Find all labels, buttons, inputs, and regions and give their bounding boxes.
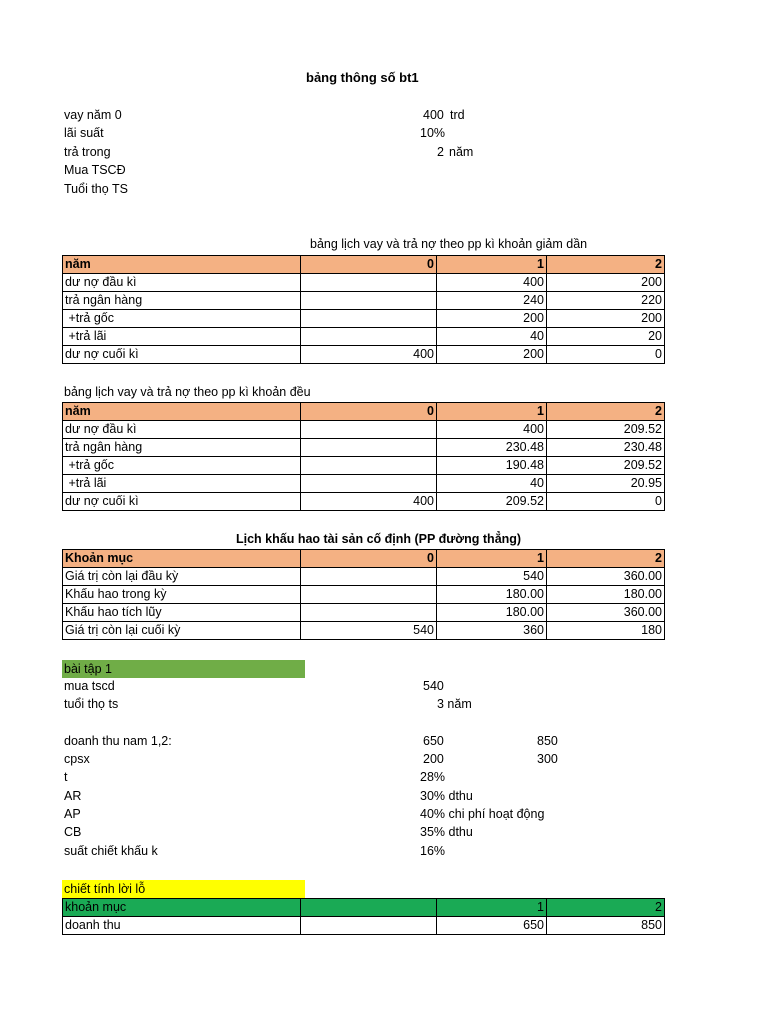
cell: 190.48 bbox=[437, 457, 547, 475]
item-label: mua tscd bbox=[64, 679, 115, 693]
table-row bbox=[63, 346, 665, 364]
item-value: 30% dthu bbox=[420, 789, 473, 803]
cell: 400 bbox=[437, 421, 547, 439]
cell: 40 bbox=[437, 328, 547, 346]
loan-table-decreasing bbox=[62, 255, 665, 364]
cell: 40 bbox=[437, 475, 547, 493]
cell: 230.48 bbox=[547, 439, 665, 457]
cell: 200 bbox=[437, 310, 547, 328]
item-value: 16% bbox=[420, 844, 446, 858]
cell: 200 bbox=[547, 310, 665, 328]
row-label: Giá trị còn lại cuối kỳ bbox=[63, 622, 301, 640]
table-row bbox=[63, 493, 665, 511]
item-value: 28% bbox=[420, 770, 446, 784]
cell: 540 bbox=[301, 622, 437, 640]
param-unit: trd bbox=[450, 108, 465, 122]
cell: 400 bbox=[301, 493, 437, 511]
cell bbox=[301, 328, 437, 346]
table3-caption: Lịch khấu hao tài sản cố định (PP đường thẳng) bbox=[236, 532, 522, 546]
table-row bbox=[63, 475, 665, 493]
cell: 180.00 bbox=[437, 586, 547, 604]
header-cell: 1 bbox=[437, 403, 547, 421]
row-label: doanh thu bbox=[63, 917, 301, 935]
cell bbox=[301, 292, 437, 310]
header-cell: 0 bbox=[301, 403, 437, 421]
row-label: +trả lãi bbox=[63, 475, 301, 493]
cell bbox=[301, 274, 437, 292]
table-row bbox=[63, 568, 665, 586]
row-label: trả ngân hàng bbox=[63, 292, 301, 310]
table2-caption: bảng lịch vay và trả nợ theo pp kì khoản đều bbox=[64, 385, 311, 399]
item-label: AP bbox=[64, 807, 81, 821]
depreciation-table bbox=[62, 549, 665, 640]
cell: 360.00 bbox=[547, 604, 665, 622]
row-label: +trả gốc bbox=[63, 310, 301, 328]
item-value: 200 bbox=[423, 752, 444, 766]
table-row bbox=[63, 421, 665, 439]
cell: 20.95 bbox=[547, 475, 665, 493]
cell: 360 bbox=[437, 622, 547, 640]
cell bbox=[301, 604, 437, 622]
param-label: Tuổi thọ TS bbox=[64, 182, 128, 196]
table-row bbox=[63, 292, 665, 310]
cell: 200 bbox=[547, 274, 665, 292]
cell: 0 bbox=[547, 346, 665, 364]
row-label: dư nợ cuối kì bbox=[63, 346, 301, 364]
header-cell: năm bbox=[63, 256, 301, 274]
param-value: 400 bbox=[423, 108, 444, 122]
item-value: 40% chi phí hoạt động bbox=[420, 807, 545, 821]
cell bbox=[301, 917, 437, 935]
loan-table-equal bbox=[62, 402, 665, 511]
item-value-2: 850 bbox=[537, 734, 558, 748]
cell bbox=[301, 475, 437, 493]
table-row bbox=[63, 457, 665, 475]
item-label: tuổi thọ ts bbox=[64, 697, 119, 711]
header-cell: 1 bbox=[437, 550, 547, 568]
header-cell: năm bbox=[63, 403, 301, 421]
param-unit: năm bbox=[449, 145, 474, 159]
cell: 540 bbox=[437, 568, 547, 586]
table-row bbox=[63, 439, 665, 457]
cell bbox=[301, 421, 437, 439]
cell bbox=[301, 568, 437, 586]
item-value: 540 bbox=[423, 679, 444, 693]
header-cell bbox=[301, 899, 437, 917]
cell: 0 bbox=[547, 493, 665, 511]
header-cell: 1 bbox=[437, 899, 547, 917]
param-value: 10% bbox=[420, 126, 446, 140]
cell: 180.00 bbox=[437, 604, 547, 622]
table1-caption: bảng lịch vay và trả nợ theo pp kì khoản giảm dần bbox=[310, 237, 588, 251]
cell bbox=[301, 586, 437, 604]
cell bbox=[301, 439, 437, 457]
profit-loss-table bbox=[62, 898, 665, 935]
table-header-row bbox=[63, 403, 665, 421]
cell: 240 bbox=[437, 292, 547, 310]
cell: 200 bbox=[437, 346, 547, 364]
table-header-row bbox=[63, 256, 665, 274]
header-cell: 2 bbox=[547, 899, 665, 917]
table-row bbox=[63, 622, 665, 640]
cell: 209.52 bbox=[547, 421, 665, 439]
cell: 209.52 bbox=[547, 457, 665, 475]
header-cell: 1 bbox=[437, 256, 547, 274]
param-value: 2 bbox=[437, 145, 444, 159]
table-row bbox=[63, 310, 665, 328]
exercise-heading: bài tập 1 bbox=[62, 660, 305, 678]
row-label: dư nợ đầu kì bbox=[63, 421, 301, 439]
header-cell: 2 bbox=[547, 256, 665, 274]
item-label: AR bbox=[64, 789, 82, 803]
item-label: doanh thu nam 1,2: bbox=[64, 734, 172, 748]
header-cell: 2 bbox=[547, 550, 665, 568]
table-row bbox=[63, 586, 665, 604]
item-label: CB bbox=[64, 825, 82, 839]
row-label: +trả gốc bbox=[63, 457, 301, 475]
table-row bbox=[63, 917, 665, 935]
param-label: vay năm 0 bbox=[64, 108, 122, 122]
table-header-row bbox=[63, 899, 665, 917]
item-value: 3 năm bbox=[437, 697, 472, 711]
param-label: Mua TSCĐ bbox=[64, 163, 126, 177]
cell: 400 bbox=[301, 346, 437, 364]
item-value: 35% dthu bbox=[420, 825, 473, 839]
cell: 180.00 bbox=[547, 586, 665, 604]
row-label: Khấu hao tích lũy bbox=[63, 604, 301, 622]
cell bbox=[301, 310, 437, 328]
cell: 650 bbox=[437, 917, 547, 935]
cell bbox=[301, 457, 437, 475]
header-cell: Khoản mục bbox=[63, 550, 301, 568]
param-label: lãi suất bbox=[64, 126, 104, 140]
page-title: bảng thông số bt1 bbox=[306, 70, 419, 85]
table-row bbox=[63, 274, 665, 292]
item-value-2: 300 bbox=[537, 752, 558, 766]
table-header-row bbox=[63, 550, 665, 568]
cell: 360.00 bbox=[547, 568, 665, 586]
header-cell: 0 bbox=[301, 256, 437, 274]
cell: 180 bbox=[547, 622, 665, 640]
header-cell: 2 bbox=[547, 403, 665, 421]
header-cell: khoản mục bbox=[63, 899, 301, 917]
cell: 20 bbox=[547, 328, 665, 346]
cell: 209.52 bbox=[437, 493, 547, 511]
param-label: trả trong bbox=[64, 145, 111, 159]
row-label: Khấu hao trong kỳ bbox=[63, 586, 301, 604]
table-row bbox=[63, 604, 665, 622]
row-label: dư nợ đầu kì bbox=[63, 274, 301, 292]
row-label: dư nợ cuối kì bbox=[63, 493, 301, 511]
item-label: suất chiết khấu k bbox=[64, 844, 158, 858]
cell: 230.48 bbox=[437, 439, 547, 457]
item-label: cpsx bbox=[64, 752, 90, 766]
cell: 220 bbox=[547, 292, 665, 310]
row-label: +trả lãi bbox=[63, 328, 301, 346]
row-label: Giá trị còn lại đầu kỳ bbox=[63, 568, 301, 586]
item-value: 650 bbox=[423, 734, 444, 748]
cell: 850 bbox=[547, 917, 665, 935]
cell: 400 bbox=[437, 274, 547, 292]
profit-heading: chiết tính lời lỗ bbox=[62, 880, 305, 898]
table-row bbox=[63, 328, 665, 346]
header-cell: 0 bbox=[301, 550, 437, 568]
item-label: t bbox=[64, 770, 68, 784]
row-label: trả ngân hàng bbox=[63, 439, 301, 457]
